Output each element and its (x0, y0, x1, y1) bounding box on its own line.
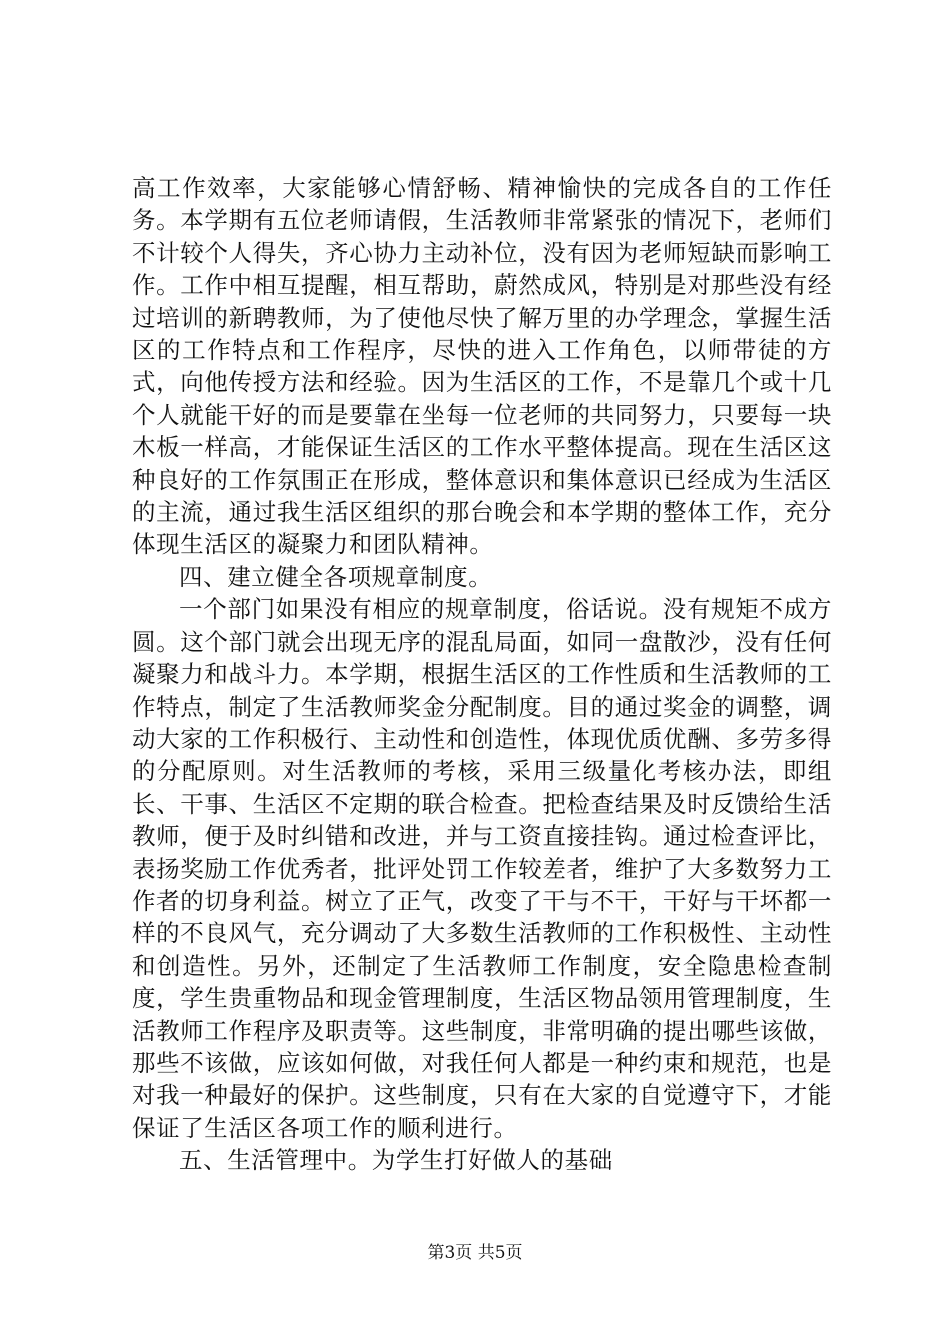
document-body (132, 172, 832, 1177)
paragraph-regulations: 一个部门如果没有相应的规章制度，俗话说。没有规矩不成方圆。这个部门就会出现无序的混乱局面，如同一盘散沙，没有任何凝聚力和战斗力。本学期，根据生活区的工作性质和生活教师的工作特点，制定了生活教师奖金分配制度。目的通过奖金的调整，调动大家的工作积极行、主动性和创造性，体现优质优酬、多劳多得的分配原则。对生活教师的考核，采用三级量化考核办法，即组长、干事、生活区不定期的联合检查。把检查结果及时反馈给生活教师，便于及时纠错和改进，并与工资直接挂钩。通过检查评比，表扬奖励工作优秀者，批评处罚工作较差者，维护了大多数努力工作者的切身利益。树立了正气，改变了干与不干，干好与干坏都一样的不良风气，充分调动了大多数生活教师的工作积极性、主动性和创造性。另外，还制定了生活教师工作制度，安全隐患检查制度，学生贵重物品和现金管理制度，生活区物品领用管理制度，生活教师工作程序及职责等。这些制度，非常明确的提出哪些该做，那些不该做，应该如何做，对我任何人都是一种约束和规范，也是对我一种最好的保护。这些制度，只有在大家的自觉遵守下，才能保证了生活区各项工作的顺利进行。 (132, 595, 832, 1142)
paragraph-continuation: 高工作效率，大家能够心情舒畅、精神愉快的完成各自的工作任务。本学期有五位老师请假，生活教师非常紧张的情况下，老师们不计较个人得失，齐心协力主动补位，没有因为老师短缺而影响工作。工作中相互提醒，相互帮助，蔚然成风，特别是对那些没有经过培训的新聘教师，为了使他尽快了解万里的办学理念，掌握生活区的工作特点和工作程序，尽快的进入工作角色，以师带徒的方式，向他传授方法和经验。因为生活区的工作，不是靠几个或十几个人就能干好的而是要靠在坐每一位老师的共同努力，只要每一块木板一样高，才能保证生活区的工作水平整体提高。现在生活区这种良好的工作氛围正在形成，整体意识和集体意识已经成为生活区的主流，通过我生活区组织的那台晚会和本学期的整体工作，充分体现生活区的凝聚力和团队精神。 (132, 174, 832, 559)
section-heading-four: 四、建立健全各项规章制度。 (179, 562, 493, 591)
section-heading-five: 五、生活管理中。为学生打好做人的基础 (179, 1146, 613, 1175)
page-footer: 第3页 共5页 (427, 1243, 523, 1263)
